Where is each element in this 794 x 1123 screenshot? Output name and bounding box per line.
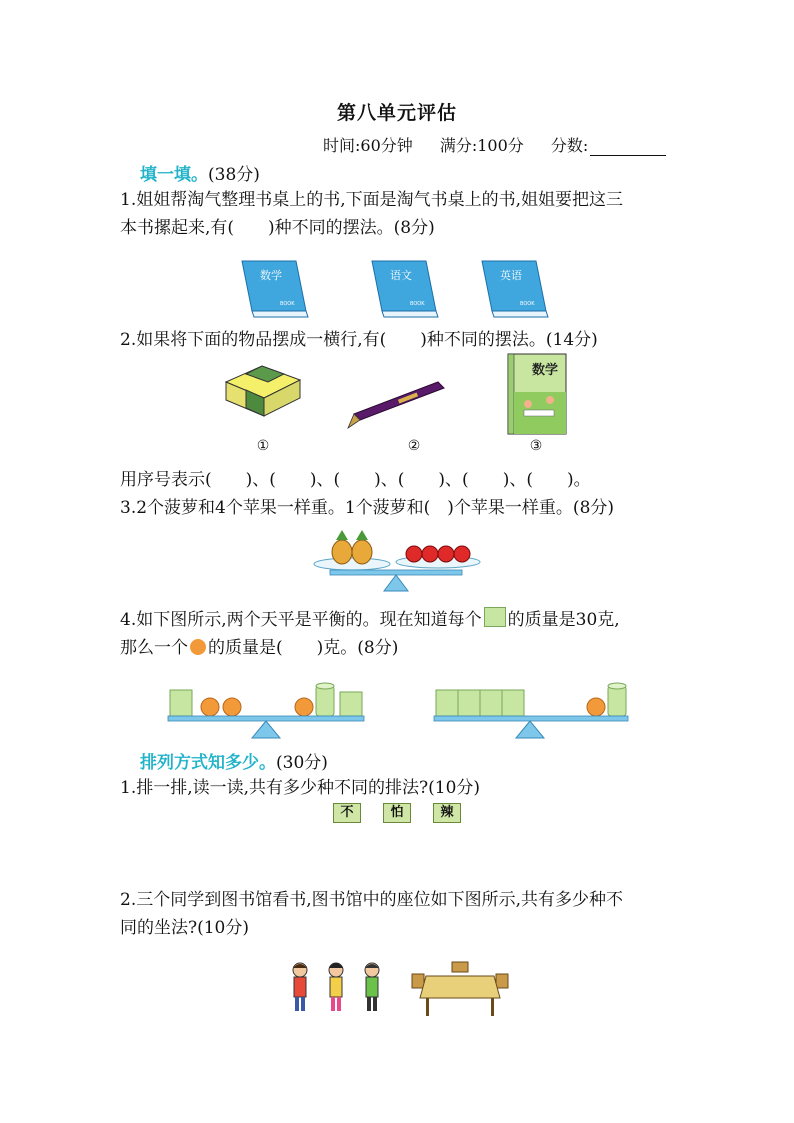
question-2: 2.如果将下面的物品摆成一横行,有( )种不同的摆法。(14分) — [120, 330, 598, 350]
full-score: 满分:100分 — [439, 136, 524, 155]
math-book-title: 数学 — [532, 363, 559, 378]
section-points: (38分) — [208, 165, 260, 185]
cube-icon — [458, 690, 480, 716]
student-icon — [365, 963, 379, 1011]
cylinder-icon — [608, 686, 626, 716]
ball-icon — [295, 698, 313, 716]
question-2-answer: 用序号表示( )、( )、( )、( )、( )、( )。 — [120, 470, 591, 490]
apple-icon — [422, 546, 438, 562]
question-3: 3.2个菠萝和4个苹果一样重。1个菠萝和( )个苹果一样重。(8分) — [120, 498, 615, 518]
section2-question-1: 1.排一排,读一读,共有多少种不同的排法?(10分) — [120, 778, 481, 798]
char-card-3: 辣 — [433, 803, 461, 823]
section2-question-2-line1: 2.三个同学到图书馆看书,图书馆中的座位如下图所示,共有多少种不 — [120, 890, 624, 910]
section2-question-2-line2: 同的坐法?(10分) — [120, 918, 250, 938]
pen-icon — [348, 382, 444, 428]
book-math-sub: BOOK — [280, 301, 295, 307]
cube-icon — [340, 692, 362, 716]
question-1-line2: 本书摞起来,有( )种不同的摆法。(8分) — [120, 218, 435, 238]
book-english-title: 英语 — [500, 269, 522, 282]
apple-icon — [406, 546, 422, 562]
fruit-balance-illustration — [310, 528, 484, 594]
book-math-title: 数学 — [260, 269, 282, 282]
question-4-text-a: 4.如下图所示,两个天平是平衡的。现在知道每个 — [120, 610, 482, 630]
cube-icon — [502, 690, 524, 716]
book-english — [482, 261, 548, 317]
eraser-icon — [226, 366, 300, 416]
apple-icon — [438, 546, 454, 562]
student-icon — [329, 963, 343, 1011]
item-label-2: ② — [407, 438, 421, 454]
section-points: (30分) — [276, 753, 328, 773]
page-title: 第八单元评估 — [336, 102, 457, 124]
section-heading-arrange — [140, 748, 328, 773]
student-icon — [293, 963, 307, 1011]
math-book-icon — [508, 354, 566, 434]
section-heading-text: 排列方式知多少。 — [140, 753, 276, 773]
cube-ball-balances — [166, 680, 630, 740]
cube-icon — [484, 607, 506, 627]
book-math — [242, 261, 308, 317]
item-label-1: ① — [256, 438, 270, 454]
items-illustration — [222, 352, 582, 438]
item-label-3: ③ — [529, 438, 543, 454]
question-4-text-c: 那么一个 — [120, 638, 188, 658]
pineapple-icon — [332, 530, 352, 564]
question-4-text-b: 的质量是30克, — [507, 610, 620, 630]
book-chinese-sub: BOOK — [410, 301, 425, 307]
cube-icon — [480, 690, 502, 716]
ball-icon — [587, 698, 605, 716]
cylinder-icon — [316, 686, 334, 716]
cube-icon — [170, 690, 192, 716]
pineapple-icon — [352, 530, 372, 564]
char-card-2: 怕 — [383, 803, 411, 823]
cube-icon — [436, 690, 458, 716]
score-blank[interactable] — [590, 141, 666, 156]
section-heading-fill — [140, 160, 260, 185]
question-1-line1: 1.姐姐帮淘气整理书桌上的书,下面是淘气书桌上的书,姐姐要把这三 — [120, 190, 624, 210]
book-chinese-title: 语文 — [390, 269, 412, 282]
ball-icon — [201, 698, 219, 716]
exam-meta — [323, 133, 688, 156]
book-chinese — [372, 261, 438, 317]
library-table-icon — [412, 962, 508, 1016]
library-illustration — [286, 958, 526, 1022]
time-limit: 时间:60分钟 — [323, 136, 413, 155]
question-4-text-d: 的质量是( )克。(8分) — [208, 638, 399, 658]
score-label: 分数: — [550, 136, 589, 155]
apple-icon — [454, 546, 470, 562]
book-english-sub: BOOK — [520, 301, 535, 307]
section-heading-text: 填一填。 — [140, 165, 208, 185]
char-card-1: 不 — [333, 803, 361, 823]
question-4-line2 — [120, 634, 398, 662]
question-4-line1 — [120, 606, 620, 634]
ball-icon — [190, 639, 206, 655]
books-illustration — [236, 255, 566, 319]
balance-left — [168, 683, 364, 738]
balance-right — [434, 683, 628, 738]
ball-icon — [223, 698, 241, 716]
